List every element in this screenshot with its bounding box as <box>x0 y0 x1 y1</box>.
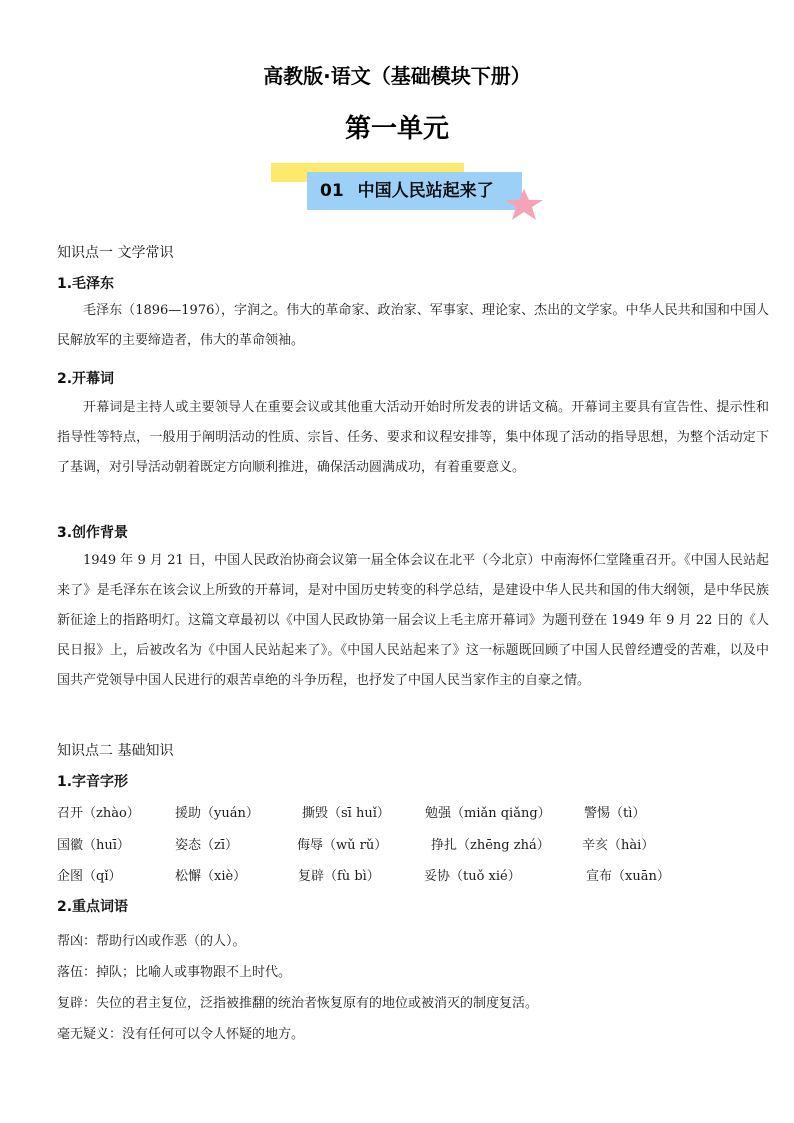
pinyin-item: 挣扎（zhēng zhá） <box>431 838 550 853</box>
pinyin-item: 妥协（tuǒ xié） <box>424 869 521 884</box>
vocab-entry: 落伍：掉队；比喻人或事物跟不上时代。 <box>57 965 292 980</box>
knowledge-point-2: 知识点二 基础知识 <box>57 743 174 759</box>
pinyin-row <box>57 865 777 885</box>
section-heading-opening-speech: 2.开幕词 <box>57 371 115 387</box>
pinyin-item: 企图（qǐ） <box>57 869 122 884</box>
vocab-entry: 复辟：失位的君主复位，泛指被推翻的统治者恢复原有的地位或被消灭的制度复活。 <box>57 996 539 1011</box>
pinyin-item: 松懈（xiè） <box>175 869 247 884</box>
section-heading-mao: 1.毛泽东 <box>57 276 115 292</box>
paragraph-opening-speech: 开幕词是主持人或主要领导人在重要会议或其他重大活动开始时所发表的讲话文稿。开幕词主要具有宣告性、提示性和指导性等特点，一般用于阐明活动的性质、宗旨、任务、要求和议程安排等，集中体现了活动的指导思想，为整个活动定下了基调，对引导活动朝着既定方向顺利推进，确保活动圆满成功，有着重要意义。 <box>57 400 769 475</box>
pinyin-item: 援助（yuán） <box>175 806 259 821</box>
pinyin-item: 侮辱（wǔ rǔ） <box>297 838 388 853</box>
paragraph-background: 1949 年 9 月 21 日，中国人民政治协商会议第一届全体会议在北平（今北京）中南海怀仁堂隆重召开。《中国人民站起来了》是毛泽东在该会议上所致的开幕词，是对中国历史转变的科学总结，是建设中华人民共和国的伟大纲领，是中华民族新征途上的指路明灯。这篇文章最初以《中国人民政协第一届会议上毛主席开幕词》为题刊登在 1949 年 9 月 22 日的《人民日报》上，后被改名为《中国人民站起来了》。《中国人民站起来了》这一标题既回顾了中国人民曾经遭受的苦难，以及中国共产党领导中国人民进行的艰苦卓绝的斗争历程，也抒发了中国人民当家作主的自豪之情。 <box>57 553 769 688</box>
pinyin-item: 勉强（miǎn qiǎng） <box>425 806 551 821</box>
pinyin-item: 姿态（zī） <box>175 838 239 853</box>
section-heading-background: 3.创作背景 <box>57 525 129 541</box>
knowledge-point-1: 知识点一 文学常识 <box>57 245 174 261</box>
vocab-entry: 帮凶：帮助行凶或作恶（的人）。 <box>57 934 246 949</box>
paragraph-mao: 毛泽东（1896—1976），字润之。伟大的革命家、政治家、军事家、理论家、杰出的文学家。中华人民共和国和中国人民解放军的主要缔造者，伟大的革命领袖。 <box>57 303 769 348</box>
pinyin-item: 宣布（xuān） <box>586 869 670 884</box>
lesson-banner <box>307 172 522 210</box>
vocab-entry: 毫无疑义：没有任何可以令人怀疑的地方。 <box>57 1027 305 1042</box>
pinyin-row <box>57 802 777 822</box>
pinyin-item: 复辟（fù bì） <box>298 869 380 884</box>
pinyin-row <box>57 834 777 854</box>
pinyin-item: 国徽（huī） <box>57 838 130 853</box>
document-title: 高教版·语文（基础模块下册） <box>263 64 531 88</box>
star-icon <box>500 188 548 222</box>
section-heading-pronunciation: 1.字音字形 <box>57 774 129 790</box>
section-heading-vocabulary: 2.重点词语 <box>57 899 129 915</box>
pinyin-item: 召开（zhào） <box>57 806 140 821</box>
pinyin-item: 撕毁（sī huǐ） <box>302 806 390 821</box>
lesson-title: 中国人民站起来了 <box>357 181 494 201</box>
pinyin-item: 警惕（tì） <box>584 806 646 821</box>
pinyin-item: 辛亥（hài） <box>582 838 655 853</box>
lesson-number: 01 <box>320 181 344 201</box>
unit-title: 第一单元 <box>344 114 449 144</box>
